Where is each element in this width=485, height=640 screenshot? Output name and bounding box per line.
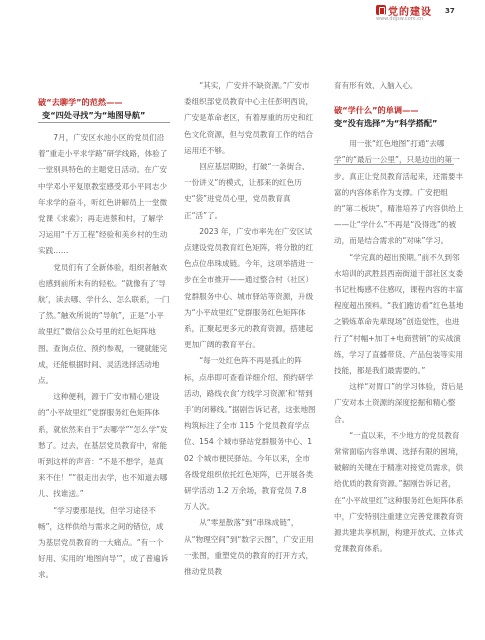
paragraph: “一直以来，不少地方的党员教育常常面临内容单调、选择有限的困境，破解的关键在于精准对接党员需求，供给优质的教育资源。”据刚告诉记者，在“小平故里红”这种服务红色矩阵体系中，广安特别注重建立完善党课教育资源共建共享机制，构建开放式、立体式党课教育体系。 bbox=[334, 430, 464, 554]
page-number: 37 bbox=[445, 7, 455, 15]
logo-text: 党的建设 bbox=[388, 6, 432, 18]
paragraph: “其实，广安并不缺资源。”广安市委组织部党员教育中心主任彭明西说，广安是革命老区，有着厚重的历史和红色文化资源，但与党员教育工作的结合运用还不够。 bbox=[184, 81, 314, 155]
page-header bbox=[0, 0, 485, 24]
section-headline: 变“没有选择”为“科学搭配” bbox=[334, 118, 438, 129]
column-middle bbox=[184, 78, 316, 580]
paragraph: 回应基层期盼，打破“一条街合、一份讲义”的模式，让那来的红色历史“袋”进党员心里，党员教育真正“活”了。 bbox=[184, 162, 310, 220]
section-headline: 变“四处寻找”为“地图导航” bbox=[42, 110, 146, 120]
heading-divider bbox=[334, 164, 454, 165]
paragraph: 这样“对胃口”的学习体验，背后是广安对本土资源的深度挖掘和精心整合。 bbox=[334, 382, 464, 424]
magazine-logo bbox=[376, 4, 432, 16]
column-right bbox=[334, 78, 466, 557]
paragraph: 用一张“红色地图”打通“去哪学”的“最后一公里”，只是边出的第一步。真正让党员教育活起来，还需要丰富的内容体系作为支撑。广安把组的“第二板块”，精准培养了内容供给上——让“学什么”不再是“没得选”的被动，而是结合需求的“对味”学习。 bbox=[334, 139, 464, 246]
paragraph: “学习要那是找，但学习途径不畅”，这样供给与需求之间的错位，成为基层党员教育的一大痛点。“有一个好用、实用的‘地图向导’”，成了普遍诉求。 bbox=[38, 505, 169, 580]
paragraph: 7月，广安区水池小区的党员们沿着“重走小平求学路”研学线路，体验了一堂别具特色的主题党日活动。在广安中学邓小平复原教室感受邓小平同志少年求学的奋斗，听红色讲解员上一堂微党课《求索》；再走进蔡和村，了解学习运用“千万工程”经验和美乡村的生动实践…… bbox=[38, 133, 168, 256]
section-kicker: 破“学什么”的单调—— bbox=[334, 105, 419, 116]
logo-icon bbox=[376, 5, 386, 15]
site-url: www.ddjsw.com.cn bbox=[376, 16, 424, 22]
paragraph: 党员们有了全新体验，组织者触欢也感到前所未有的轻松。“就像有了‘导航’，读去哪、学什么、怎么联系，一门了然。”触欢所说的“导航”，正是“小平故里红”微信公众号里的红色矩阵地图。查询点位、预约参观，一键就能完成，还能根据时间、灵活选择活动地点。 bbox=[38, 262, 170, 386]
paragraph: 从“零星散落”到“串珠成链”，从“物理空间”到“数字云图”，广安正用一张图，重塑党员的教育的打开方式，推动党员教 bbox=[184, 518, 314, 577]
heading-divider bbox=[38, 122, 170, 123]
paragraph: “学完真的超出预期。”前不久到邻水培训的武胜县西南街道干部社区支委书记杜梅感不住感叹，课程内容的丰富程度超出预料。“我们跑访看“红色基地之锻炼革命先辈现场”创造觉性，也进行了“村幅+加丁+电商营销”的实战演练，学习了直播带货、产品包装等实用技能，都是我们最需要的。” bbox=[334, 252, 464, 376]
section-kicker: 破“去聊学”的范然—— bbox=[38, 97, 123, 107]
paragraph: “每一处红色阵不再是孤止的阵标，点串即可查看详细介绍、预约研学活动，路线衣食‘方线学习资源’和‘帮到手’的闭幕线。”据剧告诉记者，这张地图构筑标注了全市 115 个党员教育学点位、154 个城市驿站党群服务中心、102 个城市便民驿站。今年以来，全市各级党组织依托红色矩阵，已开展各类研学活动 1.2 万余场，教育党员 7.8 万人次。 bbox=[184, 356, 316, 512]
paragraph-continued: 育有形有效、入脑入心。 bbox=[334, 81, 418, 90]
paragraph: 这种便利，源于广安市精心建设的“小平故里红”党群服务红色矩阵体系，就依然来自于“去哪学”“怎么学”发愁了。过去，在基层党员教育中，常能听到这样的声音：“不是不想学，是真来不住！”“很走出去学，也不知道去哪儿、找谁送。” bbox=[38, 392, 168, 499]
column-left bbox=[38, 96, 170, 584]
paragraph: 2023 年，广安市率先在广安区试点建设党员教育红色矩阵，将分散的红色点位串珠成链。今年，这项举措进一步在全市推开——通过整合村（社区）党群服务中心、城市驿站等资源，升级为“小平故里红”党群服务红色矩阵体系，汇聚起更多元的教育资源，搭建起更加广阔的教育平台。 bbox=[184, 226, 314, 350]
